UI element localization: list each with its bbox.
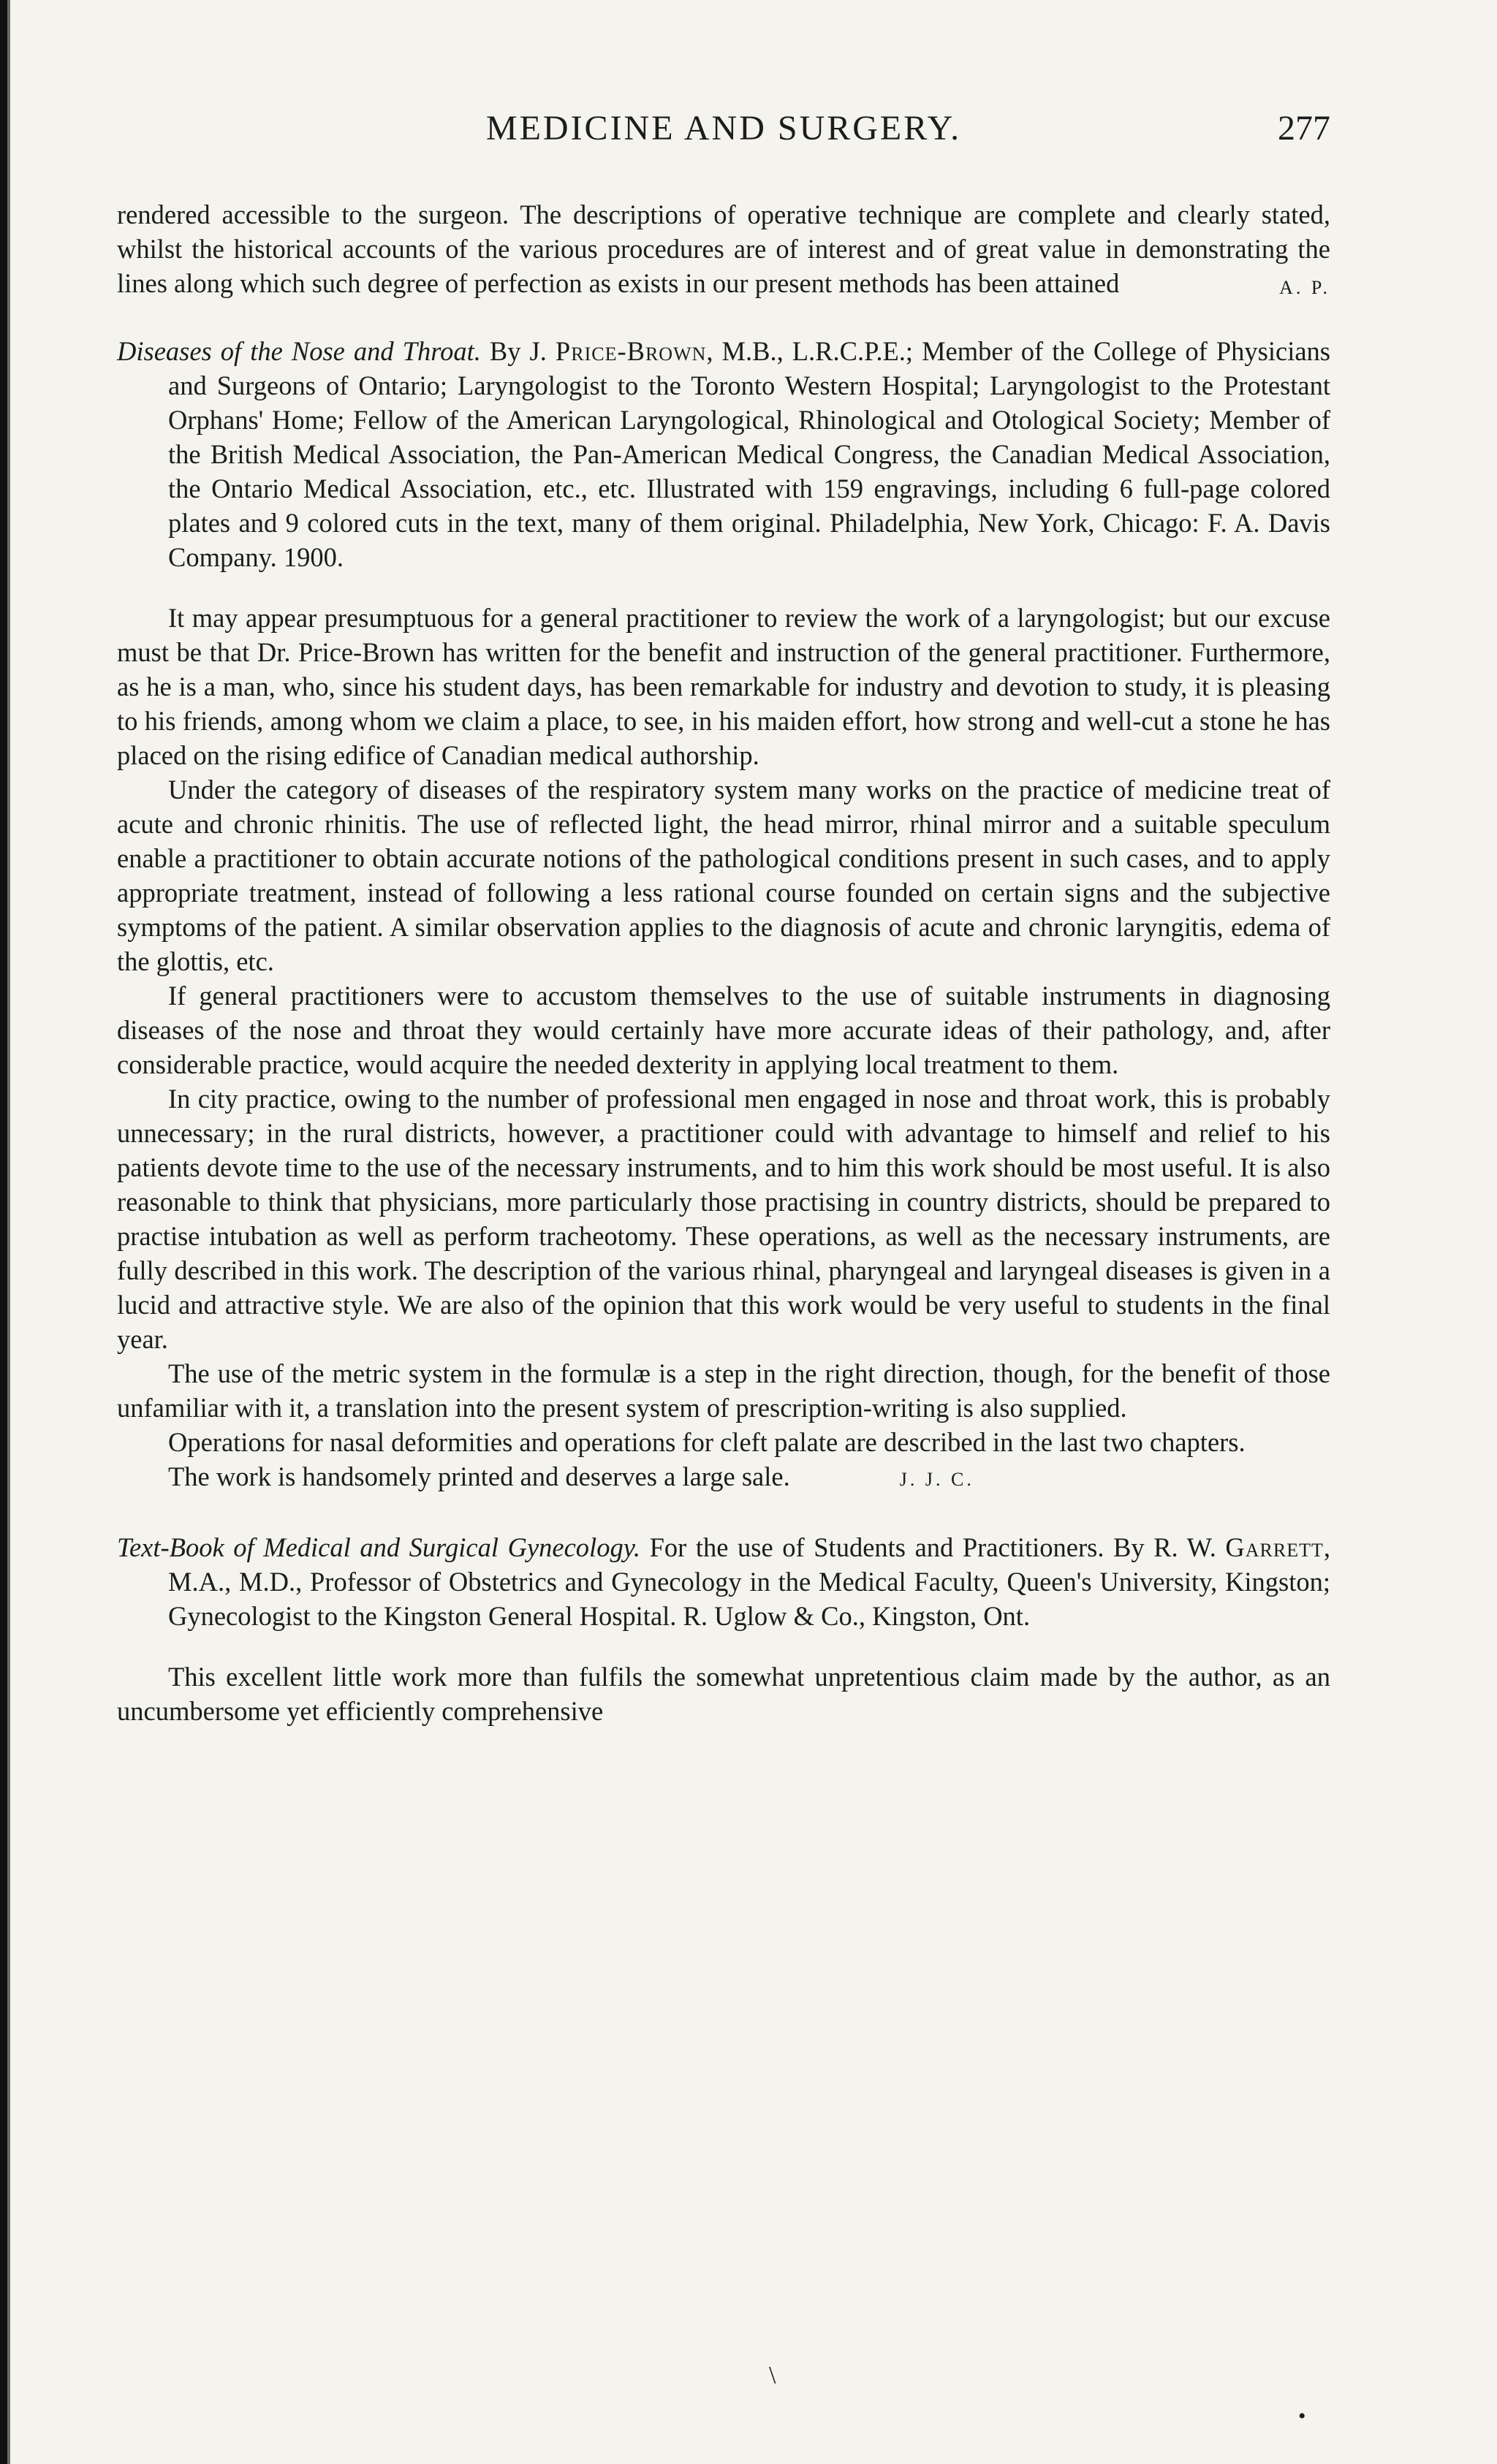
review-3-citation [117,1530,1330,1633]
review-2-paragraph-3: If general practitioners were to accustom themselves to the use of suitable instruments in diagnosing diseases of the nose and throat they would certainly have more accurate ideas of their pathology, and, after considerable practice, would acquire the needed dexterity in applying local treatment to them. [117,981,1330,1079]
review-2-initials: J. J. C. [899,1469,974,1490]
running-head [117,108,1330,159]
review-2-citation [117,334,1330,574]
review-2-closing-line [117,1459,1330,1497]
review-3-before-author: For the use of Students and Practitioners. By R. W. [640,1532,1216,1562]
review-2-paragraph-6: Operations for nasal deformities and operations for cleft palate are described in the last two chapters. [168,1427,1246,1457]
stray-ink-mark: \ [769,2362,776,2389]
page-binding-shadow [7,0,10,2464]
review-1-closing-paragraph [117,197,1330,300]
review-1-initials: A. P. [1279,277,1330,298]
review-2-author-name: Price-Brown [555,336,707,366]
stray-ink-dot: • [1298,2404,1306,2428]
review-3-author-name: Garrett [1225,1532,1324,1562]
review-2-author-details: , M.B., L.R.C.P.E.; Member of the College of Physicians and Surgeons of Ontario; Laryngologist to the Toronto Western Hospital; Laryngologist to the Protestant Orphans' Home; Fellow of the American Laryngological, Rhinological and Otological Society; Member of the British Medical Association, the Pan-American Medical Congress, the Canadian Medical Association, the Ontario Medical Association, etc., etc. Illustrated with 159 engravings, including 6 full-page colored plates and 9 colored cuts in the text, many of them original. Philadelphia, New York, Chicago: F. A. Davis Company. 1900. [168,336,1331,572]
page-binding-edge [0,0,7,2464]
review-2-paragraph-1: It may appear presumptuous for a general practitioner to review the work of a laryngologist; but our excuse must be that Dr. Price-Brown has written for the benefit and instruction of the general practitioner. Furthermore, as he is a man, who, since his student days, has been remarkable for industry and devotion to study, it is pleasing to his friends, among whom we claim a place, to see, in his maiden effort, how strong and well-cut a stone he has placed on the rising edifice of Canadian medical authorship. [117,603,1330,770]
review-3-author-details: , M.A., M.D., Professor of Obstetrics and Gynecology in the Medical Faculty, Queen's University, Kingston; Gynecologist to the Kingston General Hospital. R. Uglow & Co., Kingston, Ont. [168,1532,1330,1631]
review-2-paragraph-5: The use of the metric system in the formulæ is a step in the right direction, though, for the benefit of those unfamiliar with it, a translation into the present system of prescription-writing is also supplied. [117,1358,1330,1423]
review-2-paragraph-4: In city practice, owing to the number of professional men engaged in nose and throat work, this is probably unnecessary; in the rural districts, however, a practitioner could with advantage to himself and relief to his patients devote time to the use of the necessary instruments, and to him this work should be most useful. It is also reasonable to think that physicians, more particularly those practising in country districts, should be prepared to practise intubation as well as perform tracheotomy. These operations, as well as the necessary instruments, are fully described in this work. The description of the various rhinal, pharyngeal and laryngeal diseases is given in a lucid and attractive style. We are also of the opinion that this work would be very useful to students in the final year. [117,1084,1330,1354]
review-2-by: By J. [489,336,547,366]
review-3-paragraph-1: This excellent little work more than fulfils the somewhat unpretentious claim made by the author, as an uncumbersome yet efficiently comprehensive [117,1662,1330,1726]
running-head-title: MEDICINE AND SURGERY. [485,109,962,148]
page-number: 277 [1278,109,1330,148]
review-2-closing-text: The work is handsomely printed and deserves a large sale. [168,1461,790,1491]
review-2-paragraph-2: Under the category of diseases of the respiratory system many works on the practice of medicine treat of acute and chronic rhinitis. The use of reflected light, the head mirror, rhinal mirror and a suitable speculum enable a practitioner to obtain accurate notions of the pathological conditions present in such cases, and to apply appropriate treatment, instead of following a less rational course founded on certain signs and the subjective symptoms of the patient. A similar observation applies to the diagnosis of acute and chronic laryngitis, edema of the glottis, etc. [117,775,1330,976]
review-3-work-title: Text-Book of Medical and Surgical Gynecology. [117,1532,641,1562]
review-1-text: rendered accessible to the surgeon. The descriptions of operative technique are complete and clearly stated, whilst the historical accounts of the various procedures are of interest and of great value in demonstrating the lines along which such degree of perfection as exists in our present methods has been attained [117,199,1330,298]
review-2-work-title: Diseases of the Nose and Throat. [117,336,481,366]
text-column [117,197,1330,1728]
